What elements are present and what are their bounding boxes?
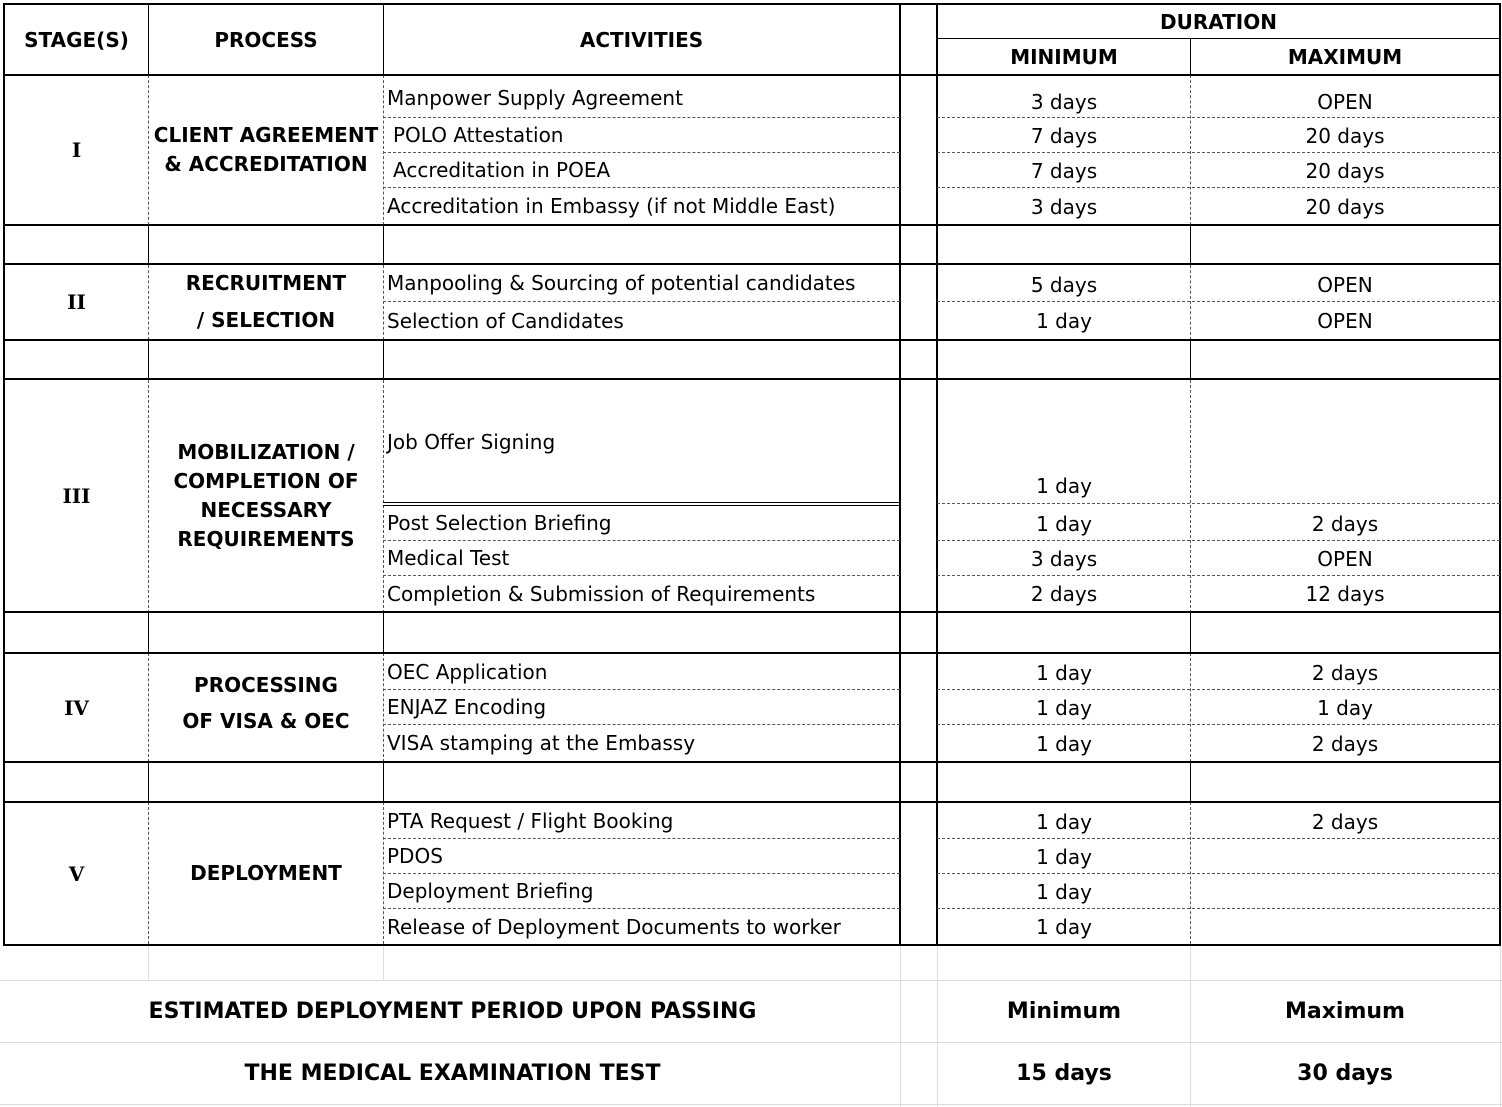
activity: Accreditation in POEA (393, 158, 611, 182)
activity: Job Offer Signing (387, 429, 556, 454)
duration-max: 2 days (1311, 731, 1379, 756)
duration-min: 7 days (1030, 124, 1098, 148)
activity: ENJAZ Encoding (387, 695, 547, 719)
activity: Post Selection Briefing (387, 511, 612, 535)
activity: PTA Request / Flight Booking (387, 808, 674, 833)
process-line: / SELECTION (196, 308, 336, 332)
process-line: OF VISA & OEC (182, 708, 350, 733)
process-line: DEPLOYMENT (190, 861, 342, 885)
summary-min-value: 15 days (1016, 1061, 1112, 1086)
activity: Release of Deployment Documents to worker (387, 914, 841, 939)
duration-min: 1 day (1036, 696, 1092, 720)
duration-min: 1 day (1036, 661, 1092, 685)
process-name (149, 265, 383, 339)
activity: POLO Attestation (393, 123, 564, 147)
summary-min-label: Minimum (1006, 999, 1122, 1024)
header-maximum: MAXIMUM (1287, 44, 1403, 69)
duration-min: 1 day (1036, 810, 1092, 834)
process-line: CLIENT AGREEMENT (153, 123, 379, 147)
process-line: COMPLETION OF (173, 468, 359, 493)
duration-max: OPEN (1317, 272, 1373, 297)
duration-min: 1 day (1036, 308, 1092, 333)
duration-min: 3 days (1030, 547, 1098, 571)
duration-min: 2 days (1030, 582, 1098, 606)
duration-min: 1 day (1036, 731, 1092, 756)
process-line: PROCESSING (194, 672, 338, 697)
header-duration: DURATION (1160, 9, 1277, 34)
duration-min: 1 day (1036, 880, 1092, 904)
duration-max (1191, 875, 1499, 909)
duration-max: OPEN (1317, 547, 1373, 571)
stage-numeral: III (62, 483, 91, 508)
summary-max-value: 30 days (1297, 1061, 1393, 1086)
duration-max: 2 days (1311, 810, 1379, 834)
activity: Completion & Submission of Requirements (387, 581, 816, 606)
duration-min: 1 day (1036, 845, 1092, 869)
duration-max: 2 days (1311, 512, 1379, 536)
duration-max: OPEN (1317, 89, 1373, 114)
activity: Selection of Candidates (387, 308, 624, 333)
duration-max: 20 days (1305, 124, 1385, 148)
duration-max: 1 day (1317, 696, 1373, 720)
activity: Accreditation in Embassy (if not Middle East) (387, 194, 836, 218)
duration-max (1191, 840, 1499, 874)
duration-max: 20 days (1305, 194, 1385, 219)
duration-max: OPEN (1317, 308, 1373, 333)
duration-max: 20 days (1305, 159, 1385, 183)
duration-max: 2 days (1311, 661, 1379, 685)
duration-min: 1 day (1036, 915, 1092, 939)
duration-min: 1 day (1036, 512, 1092, 536)
stage-numeral: IV (64, 695, 89, 720)
process-line: REQUIREMENTS (177, 526, 355, 551)
activity: Manpower Supply Agreement (387, 85, 683, 110)
activity: Medical Test (387, 546, 510, 570)
process-name (149, 380, 383, 611)
activity: PDOS (387, 844, 443, 868)
duration-min: 3 days (1030, 194, 1098, 219)
summary-max-label: Maximum (1285, 999, 1405, 1024)
duration-min: 1 day (1036, 473, 1092, 498)
stage-numeral: I (71, 138, 82, 162)
duration-min: 5 days (1030, 272, 1098, 297)
header-minimum: MINIMUM (1010, 44, 1118, 69)
duration-min: 7 days (1030, 159, 1098, 183)
summary-line-1: ESTIMATED DEPLOYMENT PERIOD UPON PASSING (148, 999, 757, 1024)
stage-numeral: II (67, 290, 86, 314)
process-line: MOBILIZATION / (177, 439, 355, 464)
process-name (149, 803, 383, 944)
activity: VISA stamping at the Embassy (387, 731, 696, 755)
duration-max (1191, 910, 1499, 944)
process-line: RECRUITMENT (185, 271, 347, 295)
header-stages: STAGE(S) (24, 27, 129, 52)
duration-min: 3 days (1030, 89, 1098, 114)
header-activities: ACTIVITIES (579, 27, 704, 52)
process-line: NECESSARY (200, 497, 332, 522)
process-name (149, 76, 383, 224)
process-name (149, 654, 383, 761)
activity: Deployment Briefing (387, 879, 594, 903)
stage-numeral: V (68, 861, 85, 886)
activity: Manpooling & Sourcing of potential candidates (387, 271, 856, 295)
activity: OEC Application (387, 659, 548, 684)
summary-line-2: THE MEDICAL EXAMINATION TEST (244, 1061, 661, 1086)
duration-max (1191, 468, 1499, 503)
process-line: & ACCREDITATION (164, 152, 368, 176)
duration-max: 12 days (1305, 582, 1385, 606)
header-process: PROCESS (214, 27, 318, 52)
